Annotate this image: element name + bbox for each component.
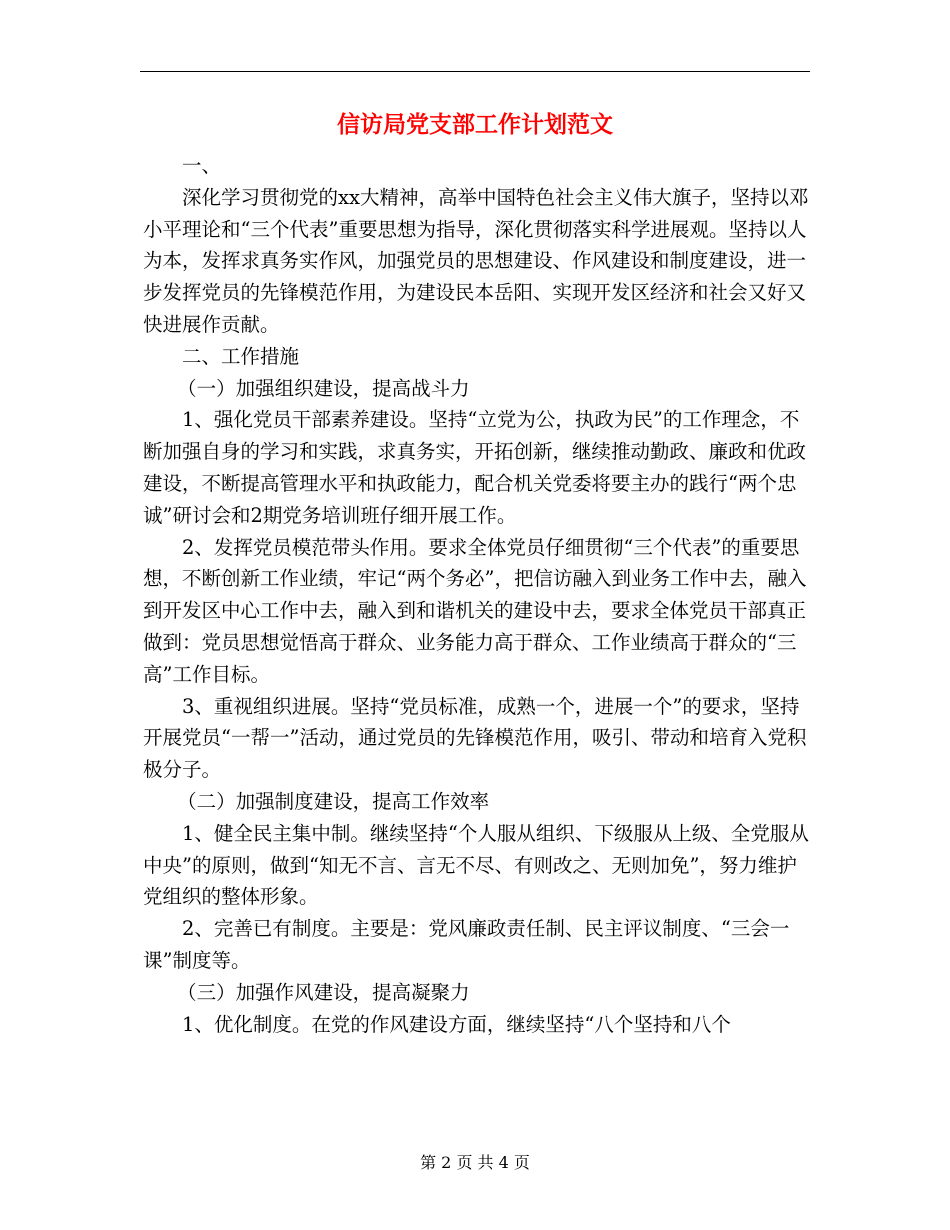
paragraph: 深化学习贯彻党的xx大精神，高举中国特色社会主义伟大旗子，坚持以邓小平理论和“三个代表”重要思想为指导，深化贯彻落实科学进展观。坚持以人为本，发挥求真务实作风，加强党员的思想建设、作风建设和制度建设，进一步发挥党员的先锋模范作用，为建设民本岳阳、实现开发区经济和社会又好又快进展作贡献。 bbox=[143, 185, 809, 336]
subsection-heading: （三）加强作风建设，提高凝聚力 bbox=[177, 980, 470, 1004]
paragraph: 2、发挥党员模范带头作用。要求全体党员仔细贯彻“三个代表”的重要思想，不断创新工作业绩，牢记“两个务必”，把信访融入到业务工作中去，融入到开发区中心工作中去，融入到和谐机关的建设中去，要求全体党员干部真正做到：党员思想觉悟高于群众、业务能力高于群众、工作业绩高于群众的“三高”工作目标。 bbox=[143, 535, 807, 686]
header-rule bbox=[140, 71, 810, 72]
subsection-heading: （二）加强制度建设，提高工作效率 bbox=[177, 789, 490, 813]
paragraph: 一、 bbox=[182, 154, 222, 177]
subsection-heading: （一）加强组织建设，提高战斗力 bbox=[177, 376, 470, 400]
paragraph: 3、重视组织进展。坚持“党员标准，成熟一个，进展一个”的要求，坚持开展党员“一帮一”活动，通过党员的先锋模范作用，吸引、带动和培育入党积极分子。 bbox=[143, 694, 807, 782]
paragraph: 2、完善已有制度。主要是：党风廉政责任制、民主评议制度、“三会一课”制度等。 bbox=[143, 917, 790, 972]
document-body bbox=[143, 150, 813, 1040]
paragraph: 1、强化党员干部素养建设。坚持“立党为公，执政为民”的工作理念，不断加强自身的学习和实践，求真务实，开拓创新，继续推动勤政、廉政和优政建设，不断提高管理水平和执政能力，配合机关党委将要主办的践行“两个忠诚”研讨会和2期党务培训班仔细开展工作。 bbox=[143, 408, 807, 527]
page-footer: 第 2 页 共 4 页 bbox=[420, 1153, 530, 1172]
section-heading: 二、工作措施 bbox=[182, 344, 300, 368]
document-title: 信访局党支部工作计划范文 bbox=[337, 111, 613, 138]
paragraph: 1、优化制度。在党的作风建设方面，继续坚持“八个坚持和八个 bbox=[182, 1012, 731, 1036]
paragraph: 1、健全民主集中制。继续坚持“个人服从组织、下级服从上级、全党服从中央”的原则，做到“知无不言、言无不尽、有则改之、无则加免”，努力维护党组织的整体形象。 bbox=[143, 821, 809, 909]
